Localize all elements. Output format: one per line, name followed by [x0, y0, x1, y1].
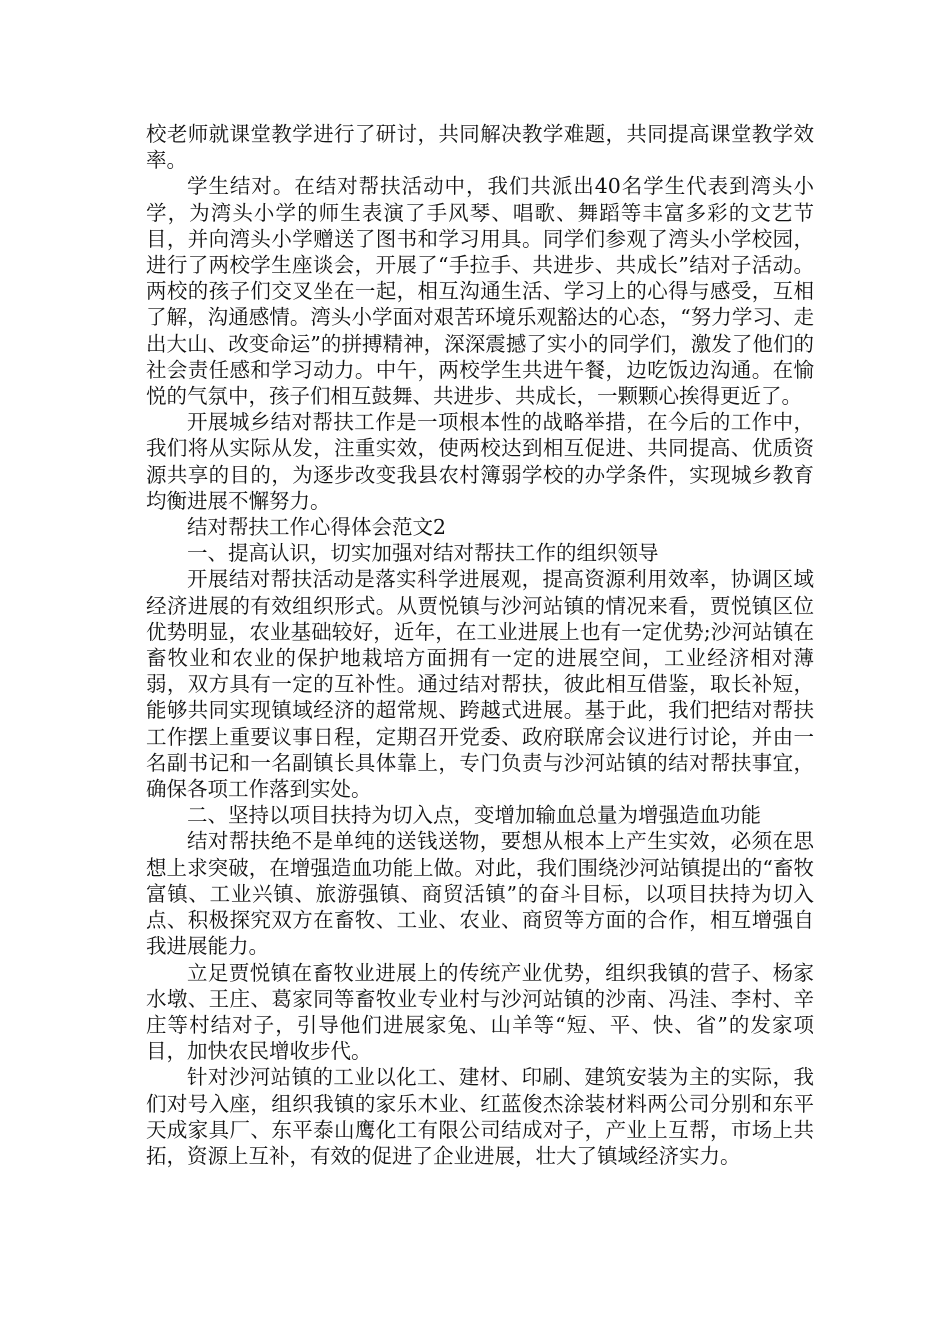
paragraph: 针对沙河站镇的工业以化工、建材、印刷、建筑安装为主的实际，我们对号入座，组织我镇的家乐木业、红蓝俊杰涂装材料两公司分别和东平天成家具厂、东平泰山鹰化工有限公司结成对子，产业上互帮，市场上共拓，资源上互补，有效的促进了企业进展，壮大了镇域经济实力。 [146, 1065, 814, 1168]
document-body [146, 121, 814, 1169]
paragraph: 开展城乡结对帮扶工作是一项根本性的战略举措，在今后的工作中，我们将从实际从发，注重实效，使两校达到相互促进、共同提高、优质资源共享的目的，为逐步改变我县农村簿弱学校的办学条件，实现城乡教育均衡进展不懈努力。 [146, 410, 814, 513]
section-title: 结对帮扶工作心得体会范文2 [187, 515, 447, 540]
section-heading: 一、提高认识，切实加强对结对帮扶工作的组织领导 [187, 541, 659, 566]
paragraph: 学生结对。在结对帮扶活动中，我们共派出40名学生代表到湾头小学，为湾头小学的师生表演了手风琴、唱歌、舞蹈等丰富多彩的文艺节目，并向湾头小学赠送了图书和学习用具。同学们参观了湾头小学校园，进行了两校学生座谈会，开展了“手拉手、共进步、共成长”结对子活动。两校的孩子们交叉坐在一起，相互沟通生活、学习上的心得与感受，互相了解，沟通感情。湾头小学面对艰苦环境乐观豁达的心态，“努力学习、走出大山、改变命运”的拼搏精神，深深震撼了实小的同学们，激发了他们的社会责任感和学习动力。中午，两校学生共进午餐，边吃饭边沟通。在愉悦的气氛中，孩子们相互鼓舞、共进步、共成长，一颗颗心挨得更近了。 [146, 174, 814, 409]
paragraph: 结对帮扶绝不是单纯的送钱送物，要想从根本上产生实效，必须在思想上求突破，在增强造血功能上做。对此，我们围绕沙河站镇提出的“畜牧富镇、工业兴镇、旅游强镇、商贸活镇”的奋斗目标，以项目扶持为切入点、积极探究双方在畜牧、工业、农业、商贸等方面的合作，相互增强自我进展能力。 [146, 829, 814, 959]
paragraph: 立足贾悦镇在畜牧业进展上的传统产业优势，组织我镇的营子、杨家水墩、王庄、葛家同等畜牧业专业村与沙河站镇的沙南、冯洼、李村、辛庄等村结对子，引导他们进展家兔、山羊等“短、平、快、省”的发家项目，加快农民增收步代。 [146, 960, 814, 1064]
paragraph: 开展结对帮扶活动是落实科学进展观，提高资源利用效率，协调区域经济进展的有效组织形式。从贾悦镇与沙河站镇的情况来看，贾悦镇区位优势明显，农业基础较好，近年，在工业进展上也有一定优势;沙河站镇在畜牧业和农业的保护地栽培方面拥有一定的进展空间，工业经济相对薄弱，双方具有一定的互补性。通过结对帮扶，彼此相互借鉴，取长补短，能够共同实现镇域经济的超常规、跨越式进展。基于此，我们把结对帮扶工作摆上重要议事日程，定期召开党委、政府联席会议进行讨论，并由一名副书记和一名副镇长具体靠上，专门负责与沙河站镇的结对帮扶事宜，确保各项工作落到实处。 [146, 567, 814, 802]
paragraph: 校老师就课堂教学进行了研讨，共同解决教学难题，共同提高课堂教学效率。 [146, 122, 814, 173]
section-heading: 二、坚持以项目扶持为切入点，变增加输血总量为增强造血功能 [187, 803, 761, 828]
